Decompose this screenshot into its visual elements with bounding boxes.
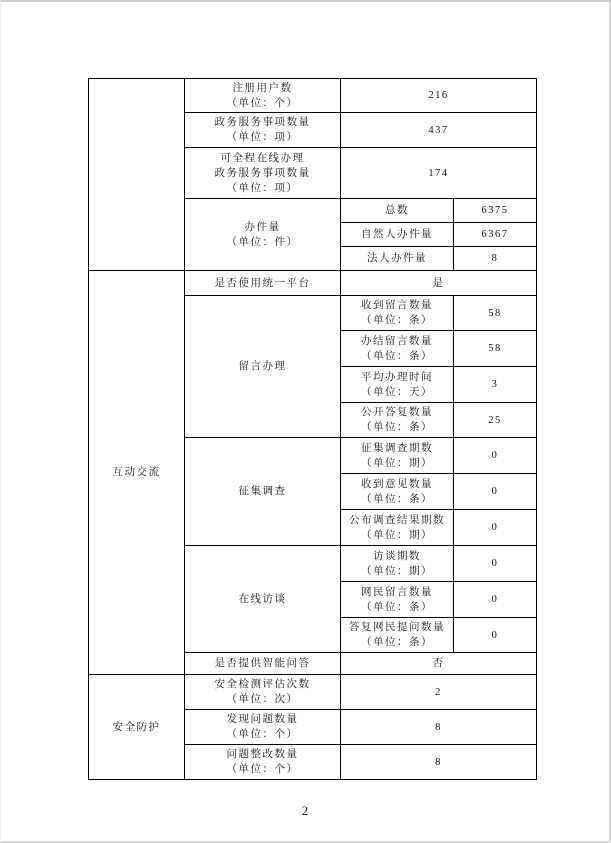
row-unified-platform-label: 是否使用统一平台: [185, 271, 341, 296]
row-security-checks-label: 安全检测评估次数 （单位：次）: [185, 675, 341, 710]
row-interview-periods-label: 访谈期数 （单位：期）: [341, 546, 454, 582]
row-case-total-label: 总数: [341, 199, 454, 223]
row-smart-qa-value: 否: [341, 653, 537, 675]
group-message-handling-label: 留言办理: [185, 296, 341, 438]
row-issues-found-label: 发现问题数量 （单位：个）: [185, 710, 341, 745]
row-interview-msgs-value: 0: [454, 582, 537, 618]
row-case-volume-label: 办件量 （单位：件）: [185, 199, 341, 271]
report-table: [88, 78, 537, 780]
row-issues-fixed-value: 8: [341, 745, 537, 780]
page-number: 2: [301, 804, 309, 818]
row-msg-completed-label: 办结留言数量 （单位：条）: [341, 331, 454, 367]
group-interview-label: 在线访谈: [185, 546, 341, 653]
row-case-natural-label: 自然人办件量: [341, 223, 454, 247]
row-registered-users-value: 216: [341, 79, 537, 113]
row-interview-periods-value: 0: [454, 546, 537, 582]
row-case-natural-value: 6367: [454, 223, 537, 247]
row-msg-completed-value: 58: [454, 331, 537, 367]
row-registered-users-label: 注册用户数 （单位：个）: [185, 79, 341, 113]
row-msg-received-label: 收到留言数量 （单位：条）: [341, 296, 454, 331]
row-service-items-value: 437: [341, 113, 537, 148]
row-issues-fixed-label: 问题整改数量 （单位：个）: [185, 745, 341, 780]
row-msg-public-reply-label: 公开答复数量 （单位：条）: [341, 403, 454, 438]
row-issues-found-value: 8: [341, 710, 537, 745]
category-interaction: 互动交流: [89, 271, 185, 675]
row-msg-public-reply-value: 25: [454, 403, 537, 438]
row-survey-opinions-label: 收到意见数量 （单位：条）: [341, 474, 454, 510]
row-smart-qa-label: 是否提供智能问答: [185, 653, 341, 675]
row-interview-msgs-label: 网民留言数量 （单位：条）: [341, 582, 454, 618]
row-security-checks-value: 2: [341, 675, 537, 710]
row-survey-periods-label: 征集调查期数 （单位：期）: [341, 438, 454, 474]
category-security: 安全防护: [89, 675, 185, 780]
row-interview-replies-value: 0: [454, 618, 537, 653]
row-unified-platform-value: 是: [341, 271, 537, 296]
row-online-items-value: 174: [341, 148, 537, 199]
row-msg-avg-time-label: 平均办理时间 （单位：天）: [341, 367, 454, 403]
row-msg-avg-time-value: 3: [454, 367, 537, 403]
row-case-legal-value: 8: [454, 247, 537, 271]
row-online-items-label: 可全程在线办理 政务服务事项数量 （单位：项）: [185, 148, 341, 199]
group-survey-label: 征集调查: [185, 438, 341, 546]
row-interview-replies-label: 答复网民提问数量 （单位：条）: [341, 618, 454, 653]
row-survey-opinions-value: 0: [454, 474, 537, 510]
row-survey-results-label: 公布调查结果期数 （单位：期）: [341, 510, 454, 546]
row-survey-periods-value: 0: [454, 438, 537, 474]
category-empty: [89, 79, 185, 271]
row-service-items-label: 政务服务事项数量 （单位：项）: [185, 113, 341, 148]
row-case-total-value: 6375: [454, 199, 537, 223]
row-msg-received-value: 58: [454, 296, 537, 331]
row-case-legal-label: 法人办件量: [341, 247, 454, 271]
row-survey-results-value: 0: [454, 510, 537, 546]
